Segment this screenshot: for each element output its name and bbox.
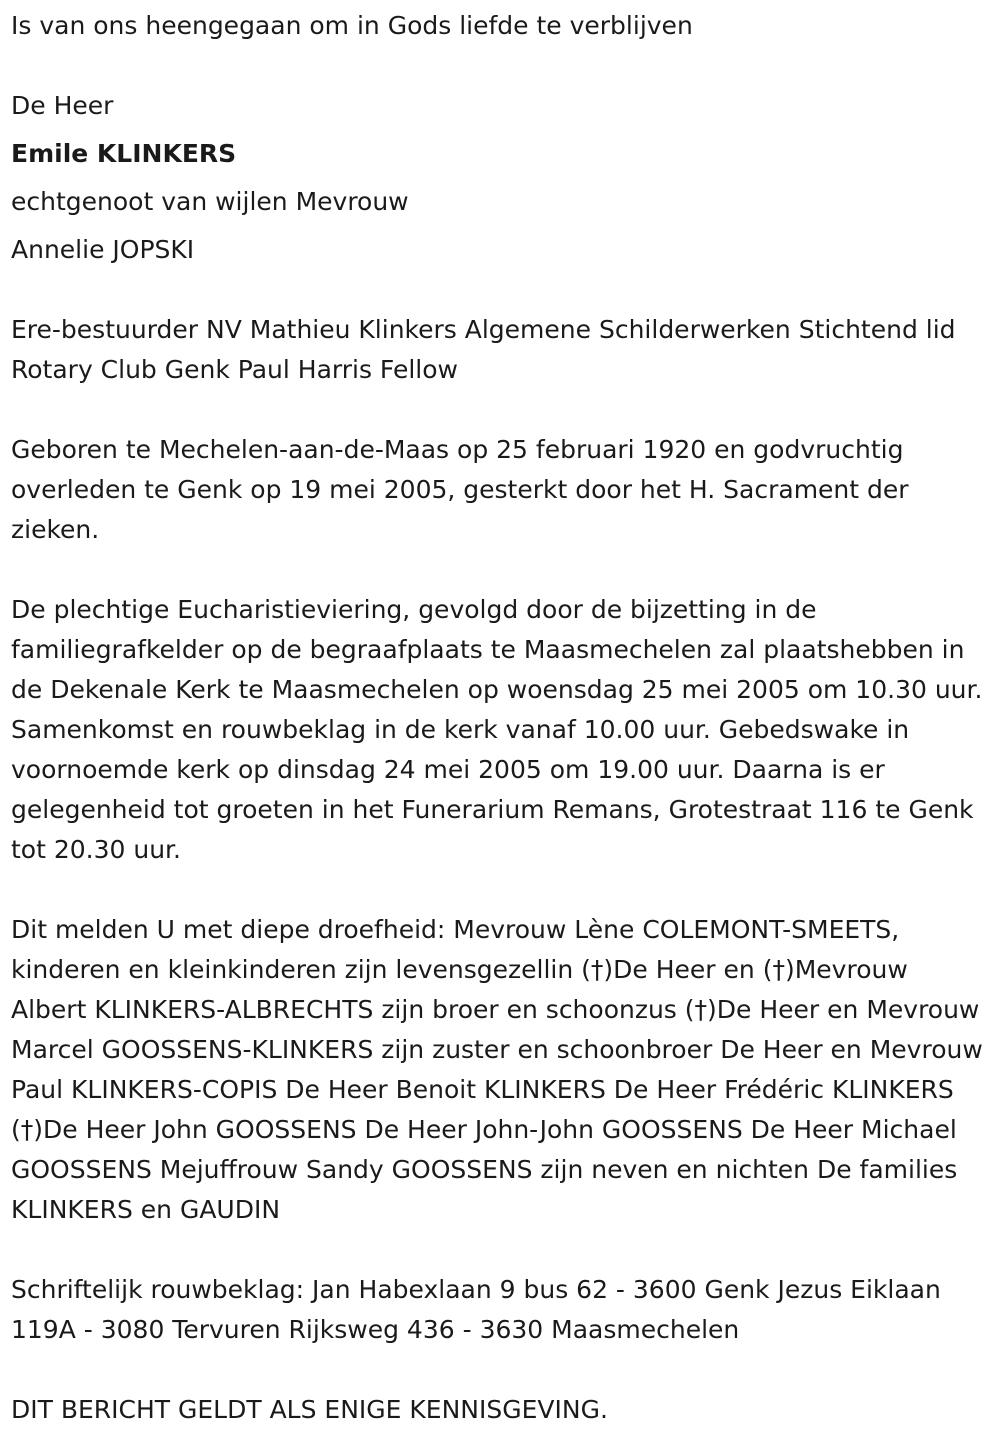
notice-line: DIT BERICHT GELDT ALS ENIGE KENNISGEVING. <box>11 1395 608 1424</box>
family-paragraph: Dit melden U met diepe droefheid: Mevrouw Lène COLEMONT-SMEETS, kinderen en kleinkinderen zijn levensgezellin (†)De Heer en (†)Mevrouw Albert KLINKERS-ALBRECHTS zijn broer en schoonzus (†)De Heer en Mevrouw Marcel GOOSSENS-KLINKERS zijn zuster en schoonbroer De Heer en Mevrouw Paul KLINKERS-COPIS De Heer Benoit KLINKERS De Heer Frédéric KLINKERS (†)De Heer John GOOSSENS De Heer John-John GOOSSENS De Heer Michael GOOSSENS Mejuffrouw Sandy GOOSSENS zijn neven en nichten De families KLINKERS en GAUDIN <box>11 915 983 1224</box>
honorific: De Heer <box>11 91 114 120</box>
spouse-line-2: Annelie JOPSKI <box>11 235 195 264</box>
condolence-paragraph: Schriftelijk rouwbeklag: Jan Habexlaan 9 bus 62 - 3600 Genk Jezus Eiklaan 119A - 3080 Tervuren Rijksweg 436 - 3630 Maasmechelen <box>11 1275 941 1344</box>
birth-death-paragraph: Geboren te Mechelen-aan-de-Maas op 25 februari 1920 en godvruchtig overleden te Genk op 19 mei 2005, gesterkt door het H. Sacrament der zieken. <box>11 435 909 544</box>
deceased-name: Emile KLINKERS <box>11 139 237 168</box>
ceremony-paragraph: De plechtige Eucharistieviering, gevolgd door de bijzetting in de familiegrafkelder op de begraafplaats te Maasmechelen zal plaatshebben in de Dekenale Kerk te Maasmechelen op woensdag 25 mei 2005 om 10.30 uur. Samenkomst en rouwbeklag in de kerk vanaf 10.00 uur. Gebedswake in voornoemde kerk op dinsdag 24 mei 2005 om 19.00 uur. Daarna is er gelegenheid tot groeten in het Funerarium Remans, Grotestraat 116 te Genk tot 20.30 uur. <box>11 595 983 864</box>
intro-line: Is van ons heengegaan om in Gods liefde te verblijven <box>11 11 693 40</box>
spouse-line-1: echtgenoot van wijlen Mevrouw <box>11 187 409 216</box>
roles-paragraph: Ere-bestuurder NV Mathieu Klinkers Algemene Schilderwerken Stichtend lid Rotary Club Genk Paul Harris Fellow <box>11 315 956 384</box>
